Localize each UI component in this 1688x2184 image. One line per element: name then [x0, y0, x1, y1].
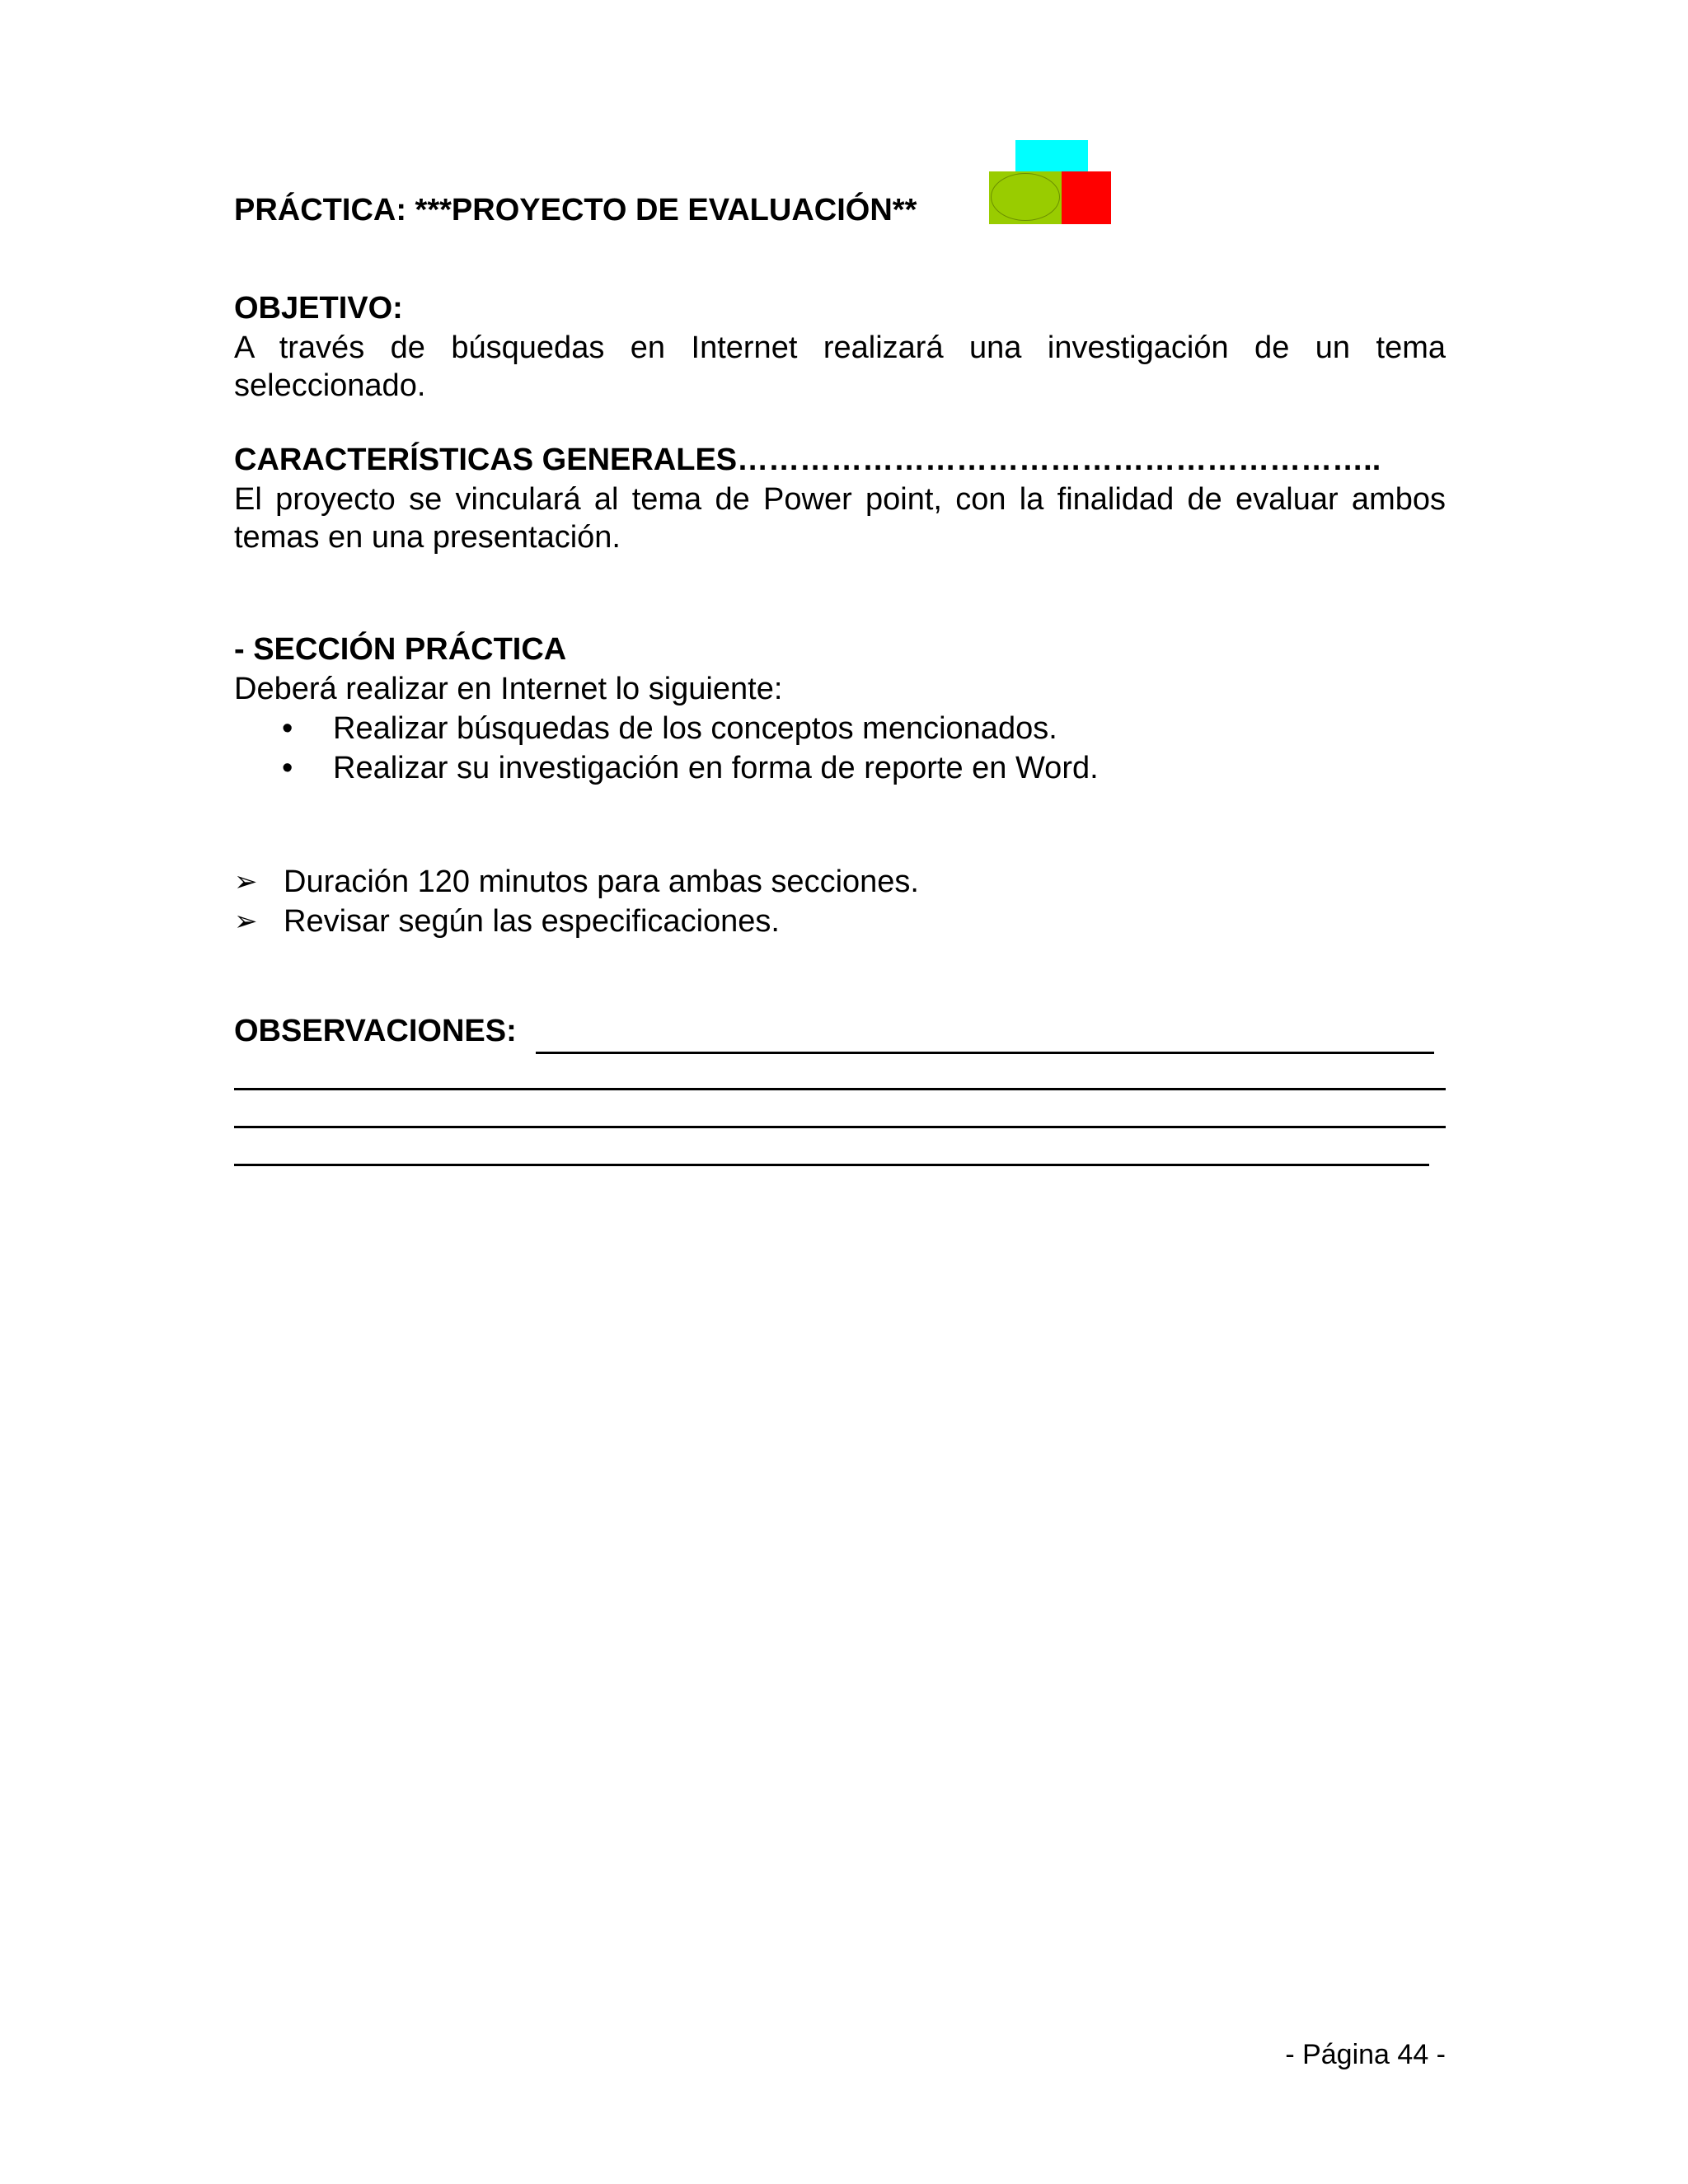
practical-bullet-list [234, 709, 1446, 788]
note-text: Revisar según las especificaciones. [284, 904, 780, 939]
practical-heading: - SECCIÓN PRÁCTICA [234, 632, 567, 667]
cyan-block [1015, 140, 1088, 173]
list-item [234, 709, 1446, 748]
red-block [1062, 171, 1111, 224]
observations-line-2 [234, 1088, 1446, 1090]
objective-line-2: seleccionado. [234, 368, 426, 403]
observations-line-1 [536, 1052, 1434, 1054]
bullet-dot-icon: • [282, 711, 293, 746]
practical-intro: Deberá realizar en Internet lo siguiente: [234, 672, 783, 706]
objective-line-1: A través de búsquedas en Internet realizará una investigación de un tema [234, 330, 1446, 365]
notes-list [234, 862, 1446, 941]
observations-line-3 [234, 1126, 1446, 1128]
general-heading: CARACTERÍSTICAS GENERALES…………………………………………………….. [234, 443, 1381, 477]
bullet-dot-icon: • [282, 751, 293, 785]
observations-line-4 [234, 1164, 1429, 1166]
objective-heading: OBJETIVO: [234, 291, 403, 326]
bullet-text: Realizar su investigación en forma de reporte en Word. [333, 751, 1099, 785]
arrow-bullet-icon: ➢ [234, 906, 258, 937]
arrow-bullet-icon: ➢ [234, 866, 258, 898]
note-text: Duración 120 minutos para ambas secciones. [284, 865, 919, 899]
general-line-1: El proyecto se vinculará al tema de Power point, con la finalidad de evaluar ambos [234, 482, 1446, 517]
practice-title: PRÁCTICA: ***PROYECTO DE EVALUACIÓN** [234, 193, 917, 227]
general-line-2: temas en una presentación. [234, 520, 621, 555]
observations-label: OBSERVACIONES: [234, 1014, 517, 1048]
page-number: - Página 44 - [1285, 2039, 1446, 2070]
green-oval [991, 173, 1060, 221]
list-item [234, 748, 1446, 788]
list-item [234, 902, 1446, 941]
color-blocks-logo [989, 140, 1113, 227]
list-item [234, 862, 1446, 902]
bullet-text: Realizar búsquedas de los conceptos mencionados. [333, 711, 1057, 746]
